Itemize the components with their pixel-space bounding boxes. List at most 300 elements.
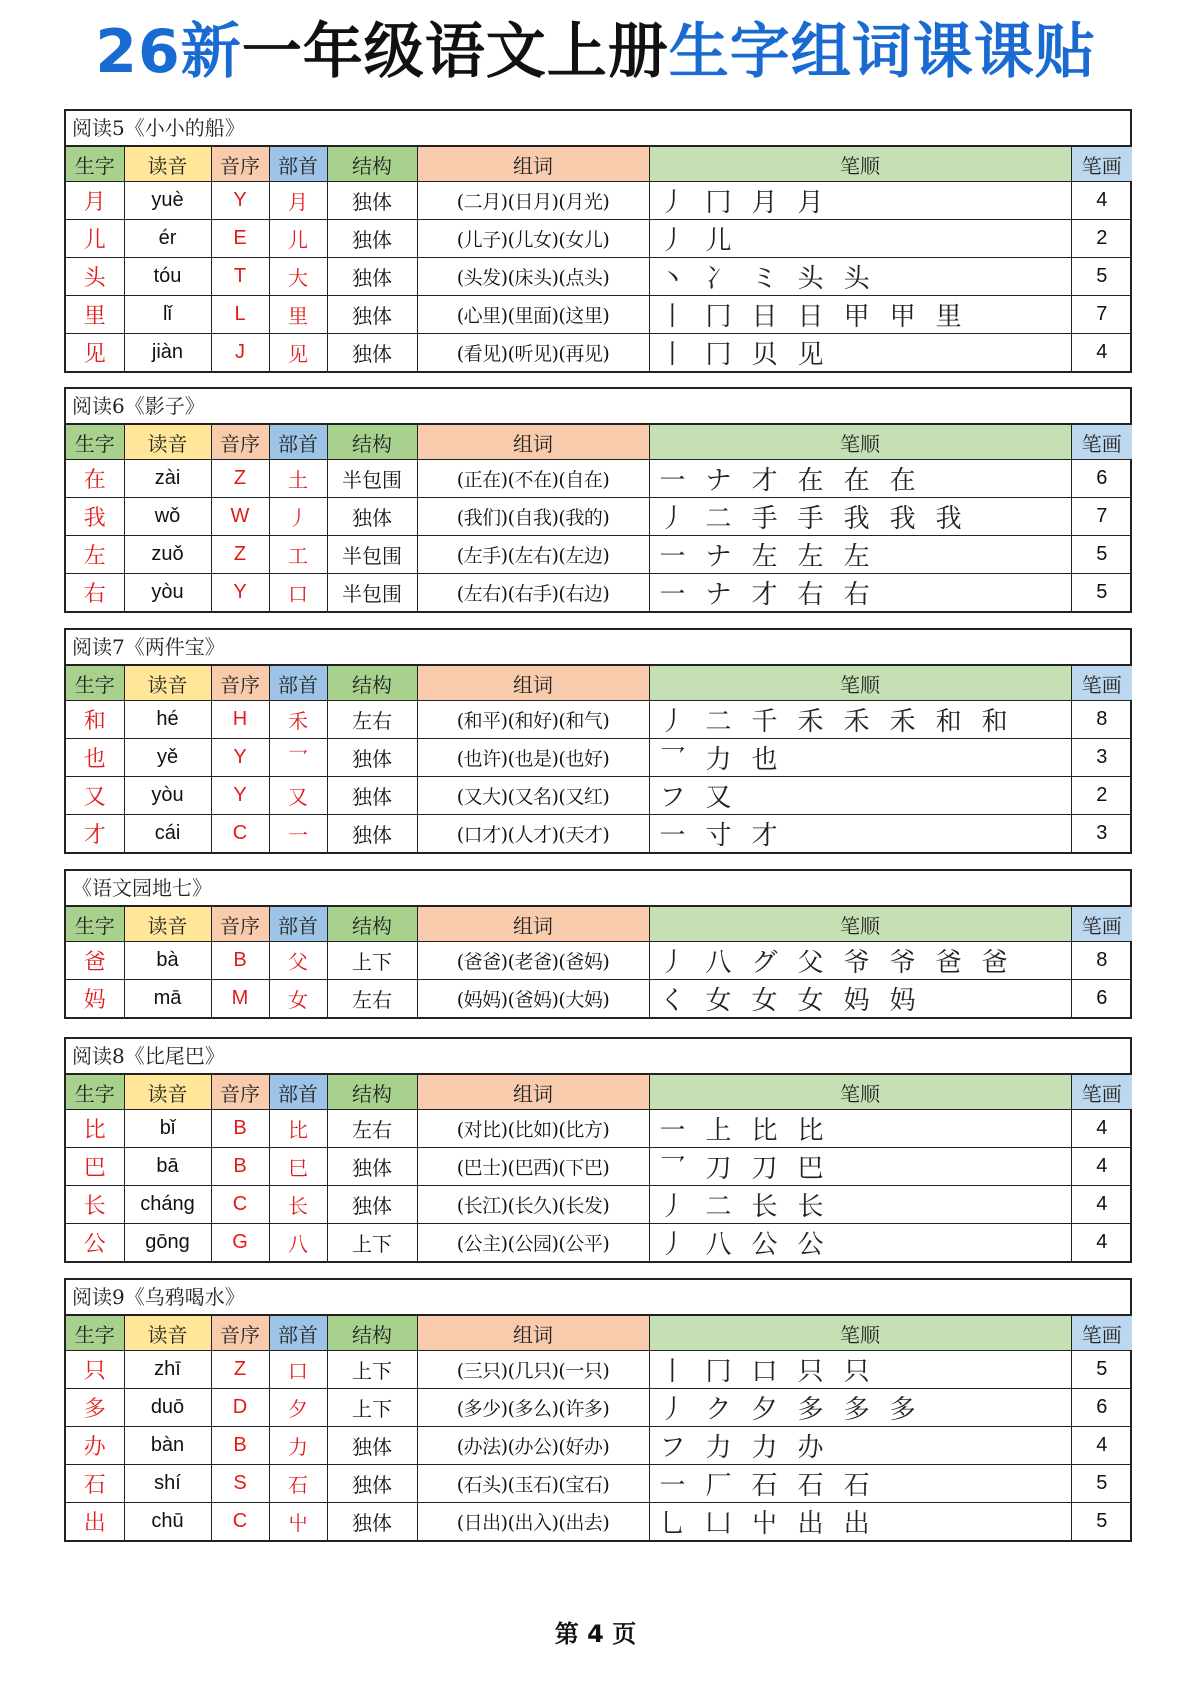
stroke-step: 头 [797, 264, 826, 294]
stroke-step: 口 [751, 1357, 780, 1387]
stroke-order-cell [649, 574, 1071, 612]
stroke-step: 贝 [751, 340, 780, 370]
structure-cell: 独体 [327, 182, 417, 220]
pinyin-cell: tóu [124, 258, 211, 296]
table-row [66, 1351, 1132, 1389]
char-cell: 公 [66, 1224, 124, 1262]
stroke-order-cell [649, 739, 1071, 777]
lesson-section [64, 628, 1132, 854]
stroke-step: 和 [981, 707, 1010, 737]
order-letter-cell: Z [211, 460, 269, 498]
header-radical: 部首 [269, 147, 327, 182]
table-header-row [66, 147, 1132, 182]
pinyin-cell: duō [124, 1389, 211, 1427]
structure-cell: 独体 [327, 777, 417, 815]
stroke-step: 力 [751, 1433, 780, 1463]
stroke-step: 千 [751, 707, 780, 737]
stroke-step: 手 [797, 504, 826, 534]
header-reading: 读音 [124, 666, 211, 701]
pinyin-cell: cháng [124, 1186, 211, 1224]
stroke-step: 头 [843, 264, 872, 294]
stroke-step: フ [659, 783, 688, 813]
stroke-step: 石 [797, 1471, 826, 1501]
character-table [66, 1315, 1132, 1540]
words-cell: (也许)(也是)(也好) [417, 739, 649, 777]
stroke-step: 石 [843, 1471, 872, 1501]
words-cell: (又大)(又名)(又红) [417, 777, 649, 815]
stroke-count-cell: 5 [1071, 536, 1132, 574]
stroke-step: 禾 [797, 707, 826, 737]
words-cell: (对比)(比如)(比方) [417, 1110, 649, 1148]
pinyin-cell: ér [124, 220, 211, 258]
radical-cell: 大 [269, 258, 327, 296]
stroke-step: 出 [843, 1509, 872, 1539]
header-strokes: 笔顺 [649, 666, 1071, 701]
header-structure: 结构 [327, 147, 417, 182]
stroke-step: 左 [843, 542, 872, 572]
structure-cell: 独体 [327, 1186, 417, 1224]
stroke-step: ミ [751, 264, 780, 294]
stroke-step: ナ [705, 542, 734, 572]
stroke-step: 夕 [751, 1395, 780, 1425]
character-table [66, 1074, 1132, 1261]
stroke-step: 一 [659, 542, 688, 572]
stroke-step: 乛 [659, 745, 688, 775]
stroke-step: ク [705, 1395, 734, 1425]
table-row [66, 296, 1132, 334]
stroke-order-cell [649, 334, 1071, 372]
stroke-step: ナ [705, 466, 734, 496]
pinyin-cell: lǐ [124, 296, 211, 334]
structure-cell: 上下 [327, 1389, 417, 1427]
stroke-step: 手 [751, 504, 780, 534]
stroke-step: 寸 [705, 821, 734, 851]
stroke-order-cell [649, 1389, 1071, 1427]
stroke-step: 我 [843, 504, 872, 534]
radical-cell: 力 [269, 1427, 327, 1465]
char-cell: 出 [66, 1503, 124, 1541]
stroke-step: 八 [705, 948, 734, 978]
table-header-row [66, 425, 1132, 460]
radical-cell: 儿 [269, 220, 327, 258]
stroke-step: 右 [843, 580, 872, 610]
stroke-step: 力 [705, 745, 734, 775]
radical-cell: 土 [269, 460, 327, 498]
radical-cell: 石 [269, 1465, 327, 1503]
char-cell: 只 [66, 1351, 124, 1389]
stroke-count-cell: 4 [1071, 1148, 1132, 1186]
lesson-section [64, 1278, 1132, 1542]
header-words: 组词 [417, 1075, 649, 1110]
header-char: 生字 [66, 1316, 124, 1351]
words-cell: (爸爸)(老爸)(爸妈) [417, 942, 649, 980]
order-letter-cell: D [211, 1389, 269, 1427]
stroke-count-cell: 7 [1071, 498, 1132, 536]
stroke-step: 丿 [659, 188, 688, 218]
header-radical: 部首 [269, 907, 327, 942]
stroke-step: 力 [705, 1433, 734, 1463]
stroke-step: 一 [659, 821, 688, 851]
stroke-step: く [659, 986, 688, 1016]
char-cell: 比 [66, 1110, 124, 1148]
stroke-step: 妈 [843, 986, 872, 1016]
character-table [66, 665, 1132, 852]
table-row [66, 942, 1132, 980]
char-cell: 爸 [66, 942, 124, 980]
char-cell: 见 [66, 334, 124, 372]
pinyin-cell: zài [124, 460, 211, 498]
stroke-step: 左 [797, 542, 826, 572]
pinyin-cell: mā [124, 980, 211, 1018]
header-count: 笔画 [1071, 425, 1132, 460]
table-row [66, 1148, 1132, 1186]
stroke-step: 父 [797, 948, 826, 978]
header-count: 笔画 [1071, 907, 1132, 942]
order-letter-cell: T [211, 258, 269, 296]
table-header-row [66, 1075, 1132, 1110]
stroke-step: 丨 [659, 1357, 688, 1387]
order-letter-cell: B [211, 1148, 269, 1186]
radical-cell: 丿 [269, 498, 327, 536]
page-number: 第 4 页 [554, 1620, 637, 1648]
table-row [66, 536, 1132, 574]
title-part-3: 生字组词课课贴 [668, 17, 1096, 87]
words-cell: (正在)(不在)(自在) [417, 460, 649, 498]
header-words: 组词 [417, 147, 649, 182]
header-count: 笔画 [1071, 1316, 1132, 1351]
stroke-step: 出 [797, 1509, 826, 1539]
radical-cell: 长 [269, 1186, 327, 1224]
lesson-section [64, 109, 1132, 373]
radical-cell: 又 [269, 777, 327, 815]
stroke-step: 丿 [659, 1192, 688, 1222]
structure-cell: 独体 [327, 258, 417, 296]
stroke-step: 冂 [705, 302, 734, 332]
pinyin-cell: shí [124, 1465, 211, 1503]
char-cell: 又 [66, 777, 124, 815]
stroke-count-cell: 4 [1071, 1110, 1132, 1148]
stroke-step: 乛 [659, 1154, 688, 1184]
stroke-step: 爷 [843, 948, 872, 978]
stroke-step: 冂 [705, 188, 734, 218]
stroke-step: 刀 [751, 1154, 780, 1184]
words-cell: (巴士)(巴西)(下巴) [417, 1148, 649, 1186]
words-cell: (头发)(床头)(点头) [417, 258, 649, 296]
stroke-step: フ [659, 1433, 688, 1463]
radical-cell: 比 [269, 1110, 327, 1148]
table-header-row [66, 666, 1132, 701]
stroke-step: 又 [705, 783, 734, 813]
stroke-count-cell: 4 [1071, 334, 1132, 372]
table-row [66, 1224, 1132, 1262]
stroke-count-cell: 4 [1071, 182, 1132, 220]
char-cell: 右 [66, 574, 124, 612]
stroke-count-cell: 3 [1071, 739, 1132, 777]
stroke-step: 冂 [705, 1357, 734, 1387]
order-letter-cell: B [211, 1110, 269, 1148]
char-cell: 多 [66, 1389, 124, 1427]
radical-cell: 工 [269, 536, 327, 574]
order-letter-cell: L [211, 296, 269, 334]
words-cell: (多少)(多么)(许多) [417, 1389, 649, 1427]
stroke-order-cell [649, 1110, 1071, 1148]
order-letter-cell: S [211, 1465, 269, 1503]
stroke-count-cell: 2 [1071, 777, 1132, 815]
header-structure: 结构 [327, 666, 417, 701]
table-row [66, 1503, 1132, 1541]
stroke-step: 刀 [705, 1154, 734, 1184]
stroke-step: 丶 [659, 264, 688, 294]
stroke-count-cell: 5 [1071, 1351, 1132, 1389]
table-row [66, 815, 1132, 853]
structure-cell: 上下 [327, 1224, 417, 1262]
radical-cell: 一 [269, 815, 327, 853]
char-cell: 长 [66, 1186, 124, 1224]
stroke-step: 比 [797, 1116, 826, 1146]
stroke-count-cell: 4 [1071, 1186, 1132, 1224]
header-radical: 部首 [269, 425, 327, 460]
char-cell: 才 [66, 815, 124, 853]
pinyin-cell: yòu [124, 777, 211, 815]
header-structure: 结构 [327, 907, 417, 942]
pinyin-cell: zuǒ [124, 536, 211, 574]
header-reading: 读音 [124, 1316, 211, 1351]
radical-cell: 口 [269, 1351, 327, 1389]
header-char: 生字 [66, 425, 124, 460]
order-letter-cell: Y [211, 739, 269, 777]
stroke-step: 在 [843, 466, 872, 496]
section-title: 阅读9《乌鸦喝水》 [66, 1280, 1130, 1315]
stroke-step: 长 [797, 1192, 826, 1222]
table-row [66, 1110, 1132, 1148]
header-strokes: 笔顺 [649, 147, 1071, 182]
stroke-order-cell [649, 1503, 1071, 1541]
header-order: 音序 [211, 666, 269, 701]
words-cell: (公主)(公园)(公平) [417, 1224, 649, 1262]
stroke-step: 在 [797, 466, 826, 496]
stroke-order-cell [649, 980, 1071, 1018]
stroke-step: 凵 [705, 1509, 734, 1539]
stroke-step: 多 [843, 1395, 872, 1425]
stroke-order-cell [649, 1186, 1071, 1224]
header-char: 生字 [66, 1075, 124, 1110]
stroke-step: 二 [705, 504, 734, 534]
radical-cell: 女 [269, 980, 327, 1018]
header-reading: 读音 [124, 147, 211, 182]
header-radical: 部首 [269, 1316, 327, 1351]
char-cell: 巴 [66, 1148, 124, 1186]
stroke-step: 左 [751, 542, 780, 572]
pinyin-cell: bà [124, 942, 211, 980]
stroke-step: 公 [751, 1230, 780, 1260]
stroke-step: 多 [889, 1395, 918, 1425]
stroke-count-cell: 4 [1071, 1427, 1132, 1465]
header-count: 笔画 [1071, 1075, 1132, 1110]
radical-cell: 八 [269, 1224, 327, 1262]
table-row [66, 182, 1132, 220]
stroke-step: 二 [705, 707, 734, 737]
stroke-count-cell: 3 [1071, 815, 1132, 853]
structure-cell: 独体 [327, 1427, 417, 1465]
table-row [66, 574, 1132, 612]
stroke-order-cell [649, 258, 1071, 296]
stroke-step: 巴 [797, 1154, 826, 1184]
stroke-step: 女 [751, 986, 780, 1016]
stroke-order-cell [649, 182, 1071, 220]
structure-cell: 独体 [327, 739, 417, 777]
structure-cell: 独体 [327, 815, 417, 853]
header-structure: 结构 [327, 425, 417, 460]
stroke-step: 一 [659, 466, 688, 496]
table-header-row [66, 907, 1132, 942]
stroke-step: 一 [659, 1116, 688, 1146]
radical-cell: 口 [269, 574, 327, 612]
stroke-step: 乚 [659, 1509, 688, 1539]
header-count: 笔画 [1071, 147, 1132, 182]
stroke-step: 也 [751, 745, 780, 775]
stroke-step: 八 [705, 1230, 734, 1260]
stroke-step: 甲 [843, 302, 872, 332]
char-cell: 月 [66, 182, 124, 220]
stroke-count-cell: 5 [1071, 574, 1132, 612]
section-title: 阅读8《比尾巴》 [66, 1039, 1130, 1074]
order-letter-cell: E [211, 220, 269, 258]
stroke-step: 爷 [889, 948, 918, 978]
words-cell: (石头)(玉石)(宝石) [417, 1465, 649, 1503]
structure-cell: 上下 [327, 1351, 417, 1389]
structure-cell: 上下 [327, 942, 417, 980]
structure-cell: 半包围 [327, 574, 417, 612]
stroke-step: 里 [935, 302, 964, 332]
words-cell: (我们)(自我)(我的) [417, 498, 649, 536]
header-char: 生字 [66, 666, 124, 701]
pinyin-cell: gōng [124, 1224, 211, 1262]
header-structure: 结构 [327, 1075, 417, 1110]
title-part-2: 一年级语文上册 [241, 17, 669, 87]
stroke-step: 冫 [705, 264, 734, 294]
order-letter-cell: Y [211, 777, 269, 815]
stroke-order-cell [649, 220, 1071, 258]
lesson-section [64, 869, 1132, 1019]
header-radical: 部首 [269, 666, 327, 701]
stroke-step: 见 [797, 340, 826, 370]
pinyin-cell: yě [124, 739, 211, 777]
stroke-step: 爸 [981, 948, 1010, 978]
header-reading: 读音 [124, 907, 211, 942]
stroke-step: 儿 [705, 226, 734, 256]
header-radical: 部首 [269, 1075, 327, 1110]
order-letter-cell: C [211, 1186, 269, 1224]
header-order: 音序 [211, 907, 269, 942]
order-letter-cell: G [211, 1224, 269, 1262]
words-cell: (左手)(左右)(左边) [417, 536, 649, 574]
pinyin-cell: bàn [124, 1427, 211, 1465]
page-title [0, 14, 1191, 90]
order-letter-cell: C [211, 815, 269, 853]
order-letter-cell: Z [211, 536, 269, 574]
order-letter-cell: H [211, 701, 269, 739]
words-cell: (办法)(办公)(好办) [417, 1427, 649, 1465]
pinyin-cell: chū [124, 1503, 211, 1541]
stroke-step: 女 [797, 986, 826, 1016]
radical-cell: 见 [269, 334, 327, 372]
stroke-order-cell [649, 1224, 1071, 1262]
structure-cell: 独体 [327, 1148, 417, 1186]
stroke-step: 屮 [751, 1509, 780, 1539]
char-cell: 和 [66, 701, 124, 739]
stroke-count-cell: 6 [1071, 1389, 1132, 1427]
header-strokes: 笔顺 [649, 1075, 1071, 1110]
header-char: 生字 [66, 147, 124, 182]
stroke-count-cell: 5 [1071, 258, 1132, 296]
stroke-count-cell: 6 [1071, 460, 1132, 498]
radical-cell: 巳 [269, 1148, 327, 1186]
stroke-step: 丿 [659, 226, 688, 256]
radical-cell: 屮 [269, 1503, 327, 1541]
table-row [66, 1389, 1132, 1427]
section-title: 《语文园地七》 [66, 871, 1130, 906]
header-order: 音序 [211, 425, 269, 460]
header-count: 笔画 [1071, 666, 1132, 701]
stroke-step: グ [751, 948, 780, 978]
stroke-order-cell [649, 460, 1071, 498]
stroke-step: 石 [751, 1471, 780, 1501]
structure-cell: 独体 [327, 334, 417, 372]
stroke-step: 丨 [659, 302, 688, 332]
stroke-step: 丿 [659, 707, 688, 737]
radical-cell: 父 [269, 942, 327, 980]
stroke-step: 日 [751, 302, 780, 332]
pinyin-cell: jiàn [124, 334, 211, 372]
stroke-order-cell [649, 942, 1071, 980]
stroke-step: 甲 [889, 302, 918, 332]
header-strokes: 笔顺 [649, 425, 1071, 460]
table-row [66, 498, 1132, 536]
title-part-1: 26新 [95, 17, 242, 87]
stroke-step: 公 [797, 1230, 826, 1260]
header-char: 生字 [66, 907, 124, 942]
stroke-count-cell: 6 [1071, 980, 1132, 1018]
stroke-count-cell: 2 [1071, 220, 1132, 258]
pinyin-cell: bā [124, 1148, 211, 1186]
order-letter-cell: Y [211, 182, 269, 220]
structure-cell: 左右 [327, 701, 417, 739]
stroke-order-cell [649, 701, 1071, 739]
character-table [66, 424, 1132, 611]
radical-cell: 夕 [269, 1389, 327, 1427]
stroke-step: 月 [797, 188, 826, 218]
order-letter-cell: B [211, 1427, 269, 1465]
structure-cell: 独体 [327, 1465, 417, 1503]
words-cell: (口才)(人才)(天才) [417, 815, 649, 853]
char-cell: 石 [66, 1465, 124, 1503]
radical-cell: 月 [269, 182, 327, 220]
header-strokes: 笔顺 [649, 907, 1071, 942]
stroke-step: 禾 [889, 707, 918, 737]
stroke-step: 日 [797, 302, 826, 332]
stroke-step: 厂 [705, 1471, 734, 1501]
pinyin-cell: hé [124, 701, 211, 739]
order-letter-cell: Y [211, 574, 269, 612]
header-structure: 结构 [327, 1316, 417, 1351]
stroke-step: 才 [751, 821, 780, 851]
stroke-step: 丨 [659, 340, 688, 370]
stroke-count-cell: 5 [1071, 1465, 1132, 1503]
stroke-step: 月 [751, 188, 780, 218]
order-letter-cell: Z [211, 1351, 269, 1389]
words-cell: (长江)(长久)(长发) [417, 1186, 649, 1224]
table-row [66, 220, 1132, 258]
